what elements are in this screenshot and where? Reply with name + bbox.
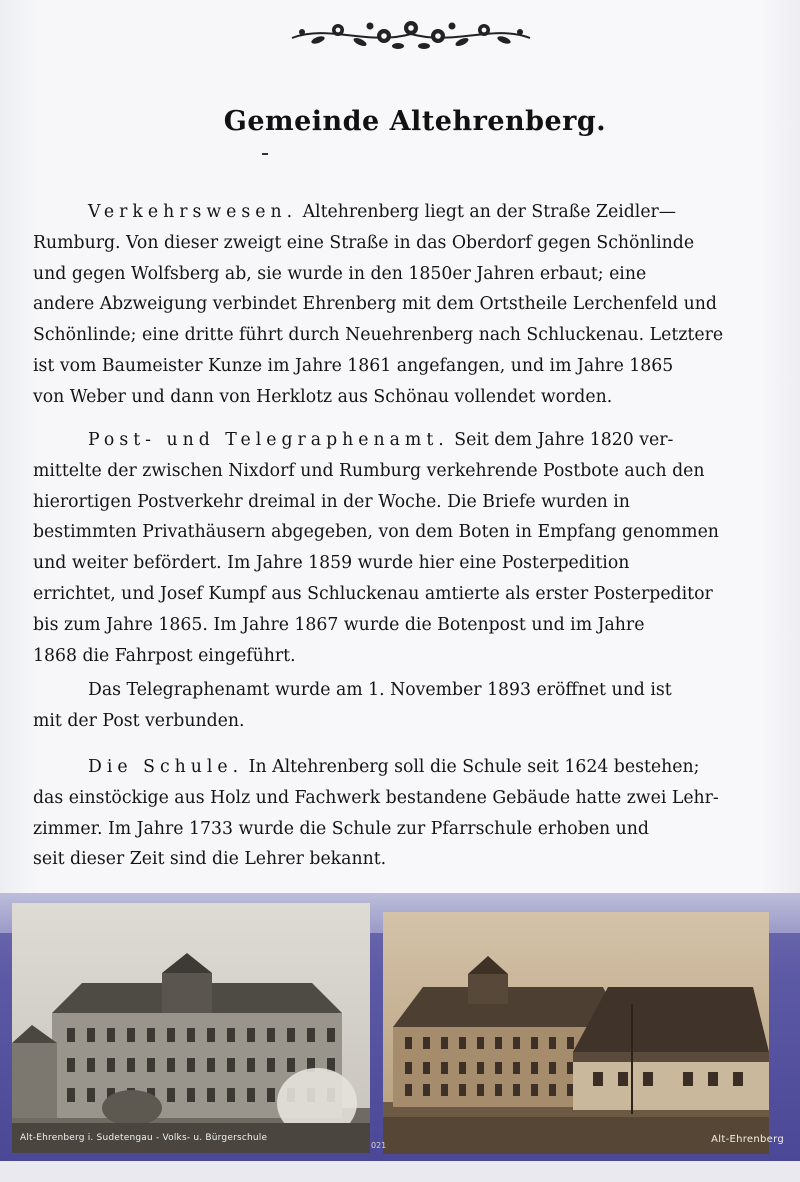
photo-school-and-house	[383, 912, 769, 1154]
photo-school-building	[12, 903, 370, 1153]
paragraph-telegraphenamt	[33, 675, 757, 737]
photo-caption-right: Alt-Ehrenberg	[711, 1134, 784, 1145]
text-line: von Weber und dann von Herklotz aus Schönau vollendet worden.	[33, 386, 613, 407]
text-line: bestimmten Privathäusern abgegeben, von dem Boten in Empfang genommen	[33, 522, 719, 543]
paragraph-verkehrswesen	[33, 197, 757, 413]
text-line: mit der Post verbunden.	[33, 710, 245, 731]
paragraph-schule	[33, 752, 757, 875]
text-line: Rumburg. Von dieser zweigt eine Straße in das Oberdorf gegen Schönlinde	[33, 232, 695, 253]
text-line: In Altehrenberg soll die Schule seit 1624 bestehen;	[248, 757, 700, 777]
section-heading-post: Post- und Telegraphenamt.	[88, 430, 449, 450]
section-heading-verkehrswesen: Verkehrswesen.	[88, 202, 298, 222]
text-line: errichtet, und Josef Kumpf aus Schluckenau amtierte als erster Posterpeditor	[33, 583, 713, 604]
text-line: und gegen Wolfsberg ab, sie wurde in den 1850er Jahren erbaut; eine	[33, 263, 647, 284]
text-line: mittelte der zwischen Nixdorf und Rumburg verkehrende Postbote auch den	[33, 460, 705, 481]
text-line: und weiter befördert. Im Jahre 1859 wurde hier eine Posterpedition	[33, 553, 630, 574]
text-line: hierortigen Postverkehr dreimal in der Woche. Die Briefe wurden in	[33, 491, 630, 512]
text-line: ist vom Baumeister Kunze im Jahre 1861 angefangen, und im Jahre 1865	[33, 355, 674, 376]
floral-ornament-icon	[288, 16, 534, 54]
text-line: Seit dem Jahre 1820 ver-	[454, 430, 674, 450]
text-line: das einstöckige aus Holz und Fachwerk bestandene Gebäude hatte zwei Lehr-	[33, 787, 719, 808]
page-bottom-strip	[0, 1161, 800, 1182]
text-line: seit dieser Zeit sind die Lehrer bekannt.	[33, 849, 387, 870]
title-dash	[262, 153, 268, 155]
text-line: 1868 die Fahrpost eingeführt.	[33, 645, 296, 666]
text-line: bis zum Jahre 1865. Im Jahre 1867 wurde die Botenpost und im Jahre	[33, 614, 645, 635]
text-line: zimmer. Im Jahre 1733 wurde die Schule zur Pfarrschule erhoben und	[33, 818, 649, 839]
section-heading-schule: Die Schule.	[88, 757, 244, 777]
photo-number: 021	[371, 1141, 387, 1150]
paragraph-post	[33, 425, 757, 671]
text-line: Schönlinde; eine dritte führt durch Neuehrenberg nach Schluckenau. Letztere	[33, 325, 724, 346]
page-title: Gemeinde Altehrenberg.	[223, 106, 607, 137]
text-line: Altehrenberg liegt an der Straße Zeidler—	[302, 202, 677, 222]
text-line: Das Telegraphenamt wurde am 1. November 1893 eröffnet und ist	[88, 680, 672, 700]
photo-caption-left: Alt-Ehrenberg i. Sudetengau - Volks- u. Bürgerschule	[20, 1133, 268, 1143]
text-line: andere Abzweigung verbindet Ehrenberg mit dem Ortstheile Lerchenfeld und	[33, 294, 717, 315]
